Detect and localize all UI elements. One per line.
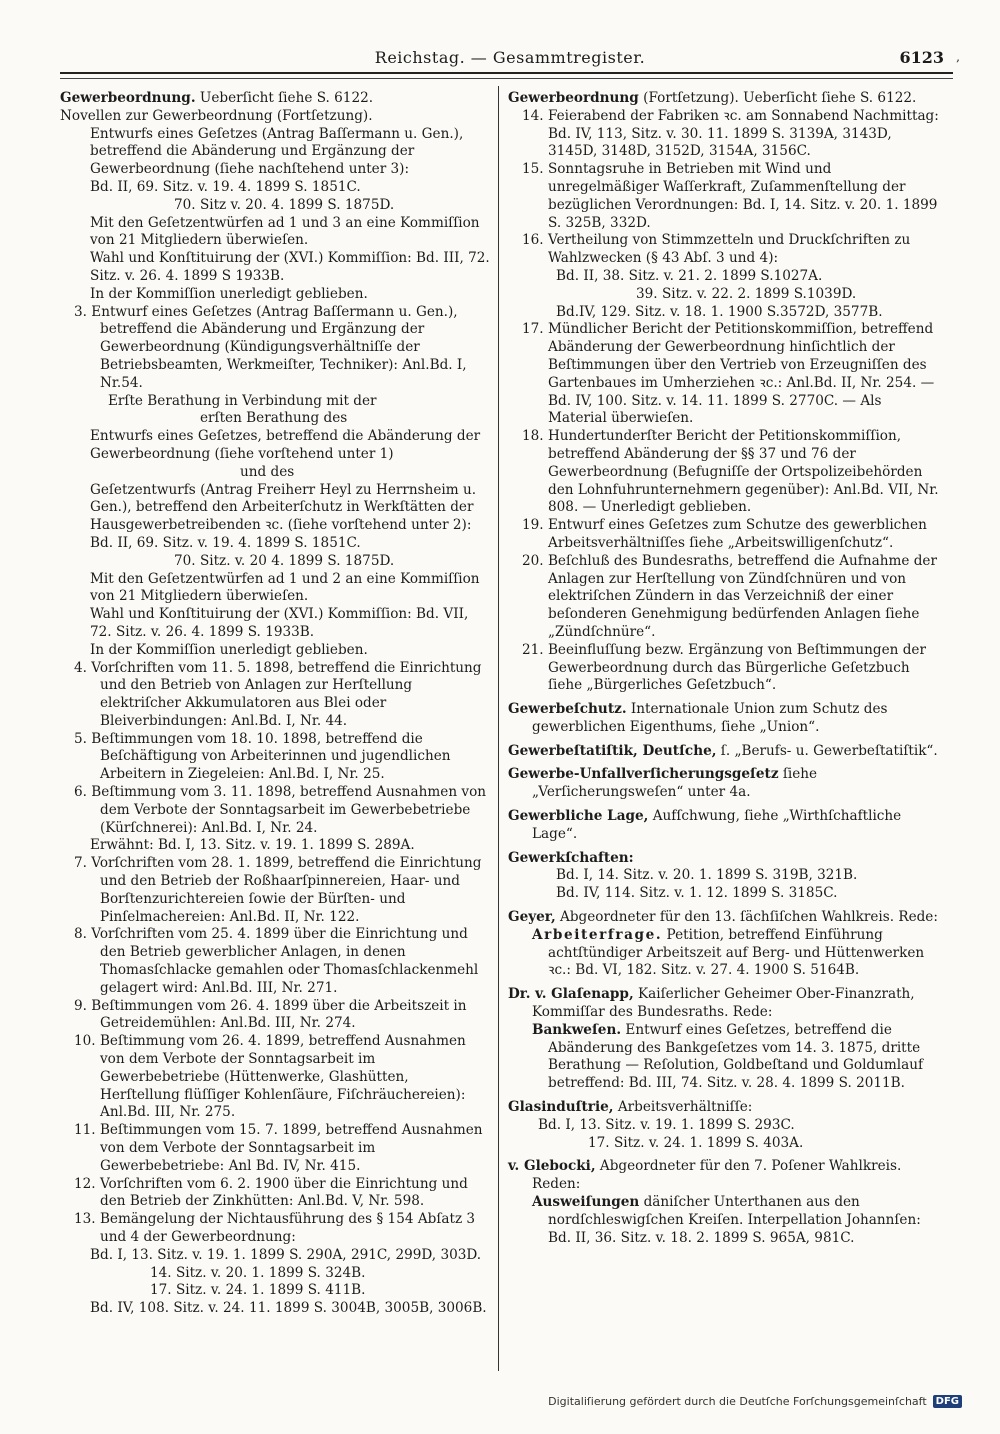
entry-text: Aufſchwung, ſiehe „Wirthſchaftliche Lage“. [532,808,902,842]
entry-heading [60,90,492,108]
text-line: Wahl und Konſtituirung der (XVI.) Kommiſſion: Bd. III, 72. Sitz. v. 26. 4. 1899 S 1933B. [90,250,490,284]
heading-term: Gewerbeordnung. [60,90,196,106]
sub-entry [508,927,944,980]
citation-line: 70. Sitz v. 20. 4. 1899 S. 1875D. [174,196,395,213]
citation-line: Bd. IV, 114. Sitz. v. 1. 12. 1899 S. 3185C. [556,885,838,902]
text-line: Mit den Geſetzentwürfen ad 1 und 2 an eine Kommiſſion von 21 Mitgliedern überwieſen. [90,570,480,605]
credit-text: Digitaliſierung gefördert durch die Deutſche Forſchungsgemeinſchaft [548,1395,927,1408]
citation-line: Bd. I, 13. Sitz. v. 19. 1. 1899 S. 293C. [538,1116,795,1133]
index-entry [508,701,944,737]
list-item: 16. Vertheilung von Stimmzetteln und Druckſchriften zu Wahlzwecken (§ 43 Abſ. 3 und 4): [522,232,911,267]
citation-line: 14. Sitz. v. 20. 1. 1899 S. 324B. [150,1264,366,1281]
list-item: 14. Feierabend der Fabriken ꝛc. am Sonnabend Nachmittag: Bd. IV, 113, Sitz. v. 30. 11. 1899 S. 3139A, 3143D, 3145D, 3148D, 3152D, 3154A, 3156C. [522,107,939,160]
list-item: 4. Vorſchriften vom 11. 5. 1898, betreffend die Einrichtung und den Betrieb von Anlagen zur Herſtellung elektriſcher Akkumulatoren aus Blei oder Bleiverbindungen: Anl.Bd. I, Nr. 44. [74,659,482,729]
entry-text: Kaiſerlicher Geheimer Ober-Finanzrath, Kommiſſar des Bundesraths. Rede: [532,986,915,1021]
header-rule-thick [60,72,953,74]
index-entry [508,743,944,761]
text-line: Wahl und Konſtituirung der (XVI.) Kommiſſion: Bd. VII, 72. Sitz. v. 26. 4. 1899 S. 1933B. [90,606,469,640]
citation-line: 70. Sitz. v. 20 4. 1899 S. 1875D. [174,552,395,569]
entry-text: ſ. „Berufs- u. Gewerbeſtatiſtik“. [716,742,938,759]
list-item: 10. Beſtimmung vom 26. 4. 1899, betreffend Ausnahmen von dem Verbote der Sonntagsarbeit im Gewerbebetriebe (Hüttenwerke, Glashütten, Herſtellung flüſſiger Kohlenſäure, Fiſchräuchereien): Anl.Bd. III, Nr. 275. [74,1033,466,1121]
list-item: 9. Beſtimmungen vom 26. 4. 1899 über die Arbeitszeit in Getreidemühlen: Anl.Bd. III, Nr. 274. [74,997,467,1032]
entry-term: Glasinduſtrie, [508,1099,614,1116]
list-item: 5. Beſtimmungen vom 18. 10. 1898, betreffend die Beſchäftigung von Arbeiterinnen und jugendlichen Arbeitern in Ziegeleien: Anl.Bd. I, Nr. 25. [74,730,451,783]
citation-line: Bd. IV, 108. Sitz. v. 24. 11. 1899 S. 3004B, 3005B, 3006B. [90,1300,487,1317]
entry-term: v. Glebocki, [508,1158,596,1175]
index-entry [508,850,944,868]
entry-text: Internationale Union zum Schutz des gewerblichen Eigenthums, ſiehe „Union“. [532,701,888,735]
dfg-logo: DFG [933,1395,962,1408]
list-item: 12. Vorſchriften vom 6. 2. 1900 über die Einrichtung und den Betrieb der Zinkhütten: Anl.Bd. V, Nr. 598. [74,1175,468,1210]
page-number: 6123 [899,48,944,67]
list-item: 20. Beſchluß des Bundesraths, betreffend die Aufnahme der Anlagen zur Herſtellung von Zündſchnüren und von elektriſchen Zündern in das Verzeichniß der einer beſonderen Genehmigung bedürfenden Anlagen ſiehe „Zündſchnüre“. [522,552,937,640]
index-entry [508,909,944,927]
subentry-text: Petition, betreffend Einführung achtſtündiger Arbeitszeit auf Berg- und Hüttenwerken ꝛc.: Bd. VI, 182. Sitz. v. 27. 4. 1900 S. 5164B. [548,926,925,979]
citation-line: 39. Sitz. v. 22. 2. 1899 S.1039D. [636,285,857,302]
text-line: In der Kommiſſion unerledigt geblieben. [90,285,368,302]
entry-term: Gewerbe-Unfallverſicherungsgeſetz [508,766,779,783]
text-line: Mit den Geſetzentwürfen ad 1 und 3 an eine Kommiſſion von 21 Mitgliedern überwieſen. [90,214,480,249]
citation-line: Erwähnt: Bd. I, 13. Sitz. v. 19. 1. 1899 S. 289A. [90,837,415,854]
citation-line: Bd. I, 14. Sitz. v. 20. 1. 1899 S. 319B, 321B. [556,867,858,884]
sub-entry [508,1194,944,1247]
entry-text: Abgeordneter für den 7. Poſener Wahlkreis. Reden: [532,1158,902,1193]
subentry-term: Ausweiſungen [532,1194,640,1211]
header-mark: , [956,50,960,64]
sub-entry [508,1022,944,1093]
citation-line: Bd. II, 38. Sitz. v. 21. 2. 1899 S.1027A. [556,267,823,284]
list-item: 18. Hundertunderſter Bericht der Petitionskommiſſion, betreffend Abänderung der §§ 37 und 76 der Gewerbeordnung (Befugniſſe der Ortspolizeibehörden den Lohnfuhrunternehmern gegenüber): Anl.Bd. VII, Nr. 808. — Unerledigt geblieben. [522,428,939,516]
entry-text: Arbeitsverhältniſſe: [613,1099,753,1116]
list-item: 11. Beſtimmungen vom 15. 7. 1899, betreffend Ausnahmen von dem Verbote der Sonntagsarbeit im Gewerbebetriebe: Anl Bd. IV, Nr. 415. [74,1122,483,1174]
subentry-text: Entwurf eines Geſetzes, betreffend die Abänderung des Bankgeſetzes vom 14. 3. 1875, dritte Berathung — Reſolution, Goldbeſtand und Goldumlauf betreffend: Bd. III, 74. Sitz. v. 28. 4. 1899 S. 2011B. [548,1021,924,1092]
column-divider [498,86,499,1371]
citation-line: 17. Sitz. v. 24. 1. 1899 S. 411B. [150,1282,366,1299]
entry-text: ſiehe „Verſicherungsweſen“ unter 4a. [532,766,818,801]
text-line: Geſetzentwurfs (Antrag Freiherr Heyl zu Herrnsheim u. Gen.), betreffend den Arbeiterſchutz in Werkſtätten der Hausgewerbetreibenden ꝛc. (ſiehe vorſtehend unter 2): [90,481,477,534]
entry-term: Dr. v. Glaſenapp, [508,986,634,1003]
entry-term: Gewerkſchaften: [508,849,634,866]
citation-line: Bd. II, 69. Sitz. v. 19. 4. 1899 S. 1851C. [90,178,361,195]
index-entry [508,1099,944,1117]
header-title: Reichstag. — Gesammtregister. [374,48,646,67]
list-item: 3. Entwurf eines Geſetzes (Antrag Baſſermann u. Gen.), betreffend die Abänderung und Ergänzung der Gewerbeordnung (Kündigungsverhältniſſe der Betriebsbeamten, Werkmeiſter, Techniker): Anl.Bd. I, Nr.54. [74,303,467,391]
citation-line: 17. Sitz. v. 24. 1. 1899 S. 403A. [588,1134,804,1151]
text-line: Erſte Berathung in Verbindung mit der [108,392,377,409]
list-item: 13. Bemängelung der Nichtausführung des § 154 Abſatz 3 und 4 der Gewerbeordnung: [74,1211,476,1245]
running-header [60,48,960,72]
heading-term: Gewerbeordnung [508,90,639,106]
header-rule-thin [60,78,953,79]
citation-line: Bd. I, 13. Sitz. v. 19. 1. 1899 S. 290A, 291C, 299D, 303D. [90,1246,482,1263]
index-entry [508,986,944,1022]
list-item: 8. Vorſchriften vom 25. 4. 1899 über die Einrichtung und den Betrieb gewerblicher Anlagen, in denen Thomasſchlacke gemahlen oder Thomasſchlackenmehl gelagert wird: Anl.Bd. III, Nr. 271. [74,926,479,996]
list-item: 6. Beſtimmung vom 3. 11. 1898, betreffend Ausnahmen von dem Verbote der Sonntagsarbeit im Gewerbebetriebe (Kürſchnerei): Anl.Bd. I, Nr. 24. [74,784,487,836]
index-entry [508,808,944,844]
text-line: Novellen zur Gewerbeordnung (Fortſetzung). [60,107,373,124]
subentry-term: Bankweſen. [532,1021,622,1038]
text-line: Entwurfs eines Geſetzes (Antrag Baſſermann u. Gen.), betreffend die Abänderung und Ergänzung der Gewerbeordnung (ſiehe nachſtehend unter 3): [90,125,464,178]
entry-term: Geyer, [508,909,556,926]
text-line: erſten Berathung des [200,410,348,427]
entry-term: Gewerbeſtatiſtik, Deutſche, [508,742,717,759]
list-item: 21. Beeinfluſſung bezw. Ergänzung von Beſtimmungen der Gewerbeordnung durch das Bürgerliche Geſetzbuch ſiehe „Bürgerliches Geſetzbuch“. [522,641,926,694]
text-line: Entwurfs eines Geſetzes, betreffend die Abänderung der Gewerbeordnung (ſiehe vorſtehend unter 1) [90,428,481,462]
citation-line: Bd. II, 69. Sitz. v. 19. 4. 1899 S. 1851C. [90,534,361,551]
text-line: und des [240,463,295,480]
citation-line: Bd.IV, 129. Sitz. v. 18. 1. 1900 S.3572D, 3577B. [556,303,883,320]
list-item: 17. Mündlicher Bericht der Petitionskommiſſion, betreffend Abänderung der Gewerbeordnung hinſichtlich der Beſtimmungen über den Vertrieb von Erzeugniſſen des Gartenbaues im Umherziehen ꝛc.: Anl.Bd. II, Nr. 254. — Bd. IV, 100. Sitz. v. 14. 11. 1899 S. 2770C. — Als Material überwieſen. [522,321,935,427]
index-entry [508,766,944,802]
right-column [508,90,944,1247]
entry-term: Gewerbliche Lage, [508,808,649,825]
list-item: 7. Vorſchriften vom 28. 1. 1899, betreffend die Einrichtung und den Betrieb der Roßhaarſpinnereien, Haar- und Borſtenzurichtereien ſowie der Bürſten- und Pinſelmachereien: Anl.Bd. II, Nr. 122. [74,855,482,925]
list-item: 19. Entwurf eines Geſetzes zum Schutze des gewerblichen Arbeitsverhältniſſes ſiehe „Arbeitswilligenſchutz“. [522,517,927,551]
text-line: In der Kommiſſion unerledigt geblieben. [90,641,368,658]
index-entry [508,1158,944,1194]
list-item: 15. Sonntagsruhe in Betrieben mit Wind und unregelmäßiger Waſſerkraft, Zuſammenſtellung der bezüglichen Verordnungen: Bd. I, 14. Sitz. v. 20. 1. 1899 S. 325B, 332D. [522,161,938,231]
entry-heading [508,90,944,108]
digitization-credit [548,1395,962,1408]
heading-text: (Fortſetzung). Ueberſicht ſiehe S. 6122. [638,90,917,106]
left-column [60,90,492,1318]
subentry-text: däniſcher Unterthanen aus den nordſchleswigſchen Kreiſen. Interpellation Johannſen: Bd. II, 36. Sitz. v. 18. 2. 1899 S. 965A, 981C. [548,1194,921,1246]
entry-term: Gewerbeſchutz. [508,701,627,718]
entry-text: Abgeordneter für den 13. ſächſiſchen Wahlkreis. Rede: [555,909,938,926]
subentry-term: Arbeiterfrage. [532,926,663,943]
heading-text: Ueberſicht ſiehe S. 6122. [195,90,374,106]
